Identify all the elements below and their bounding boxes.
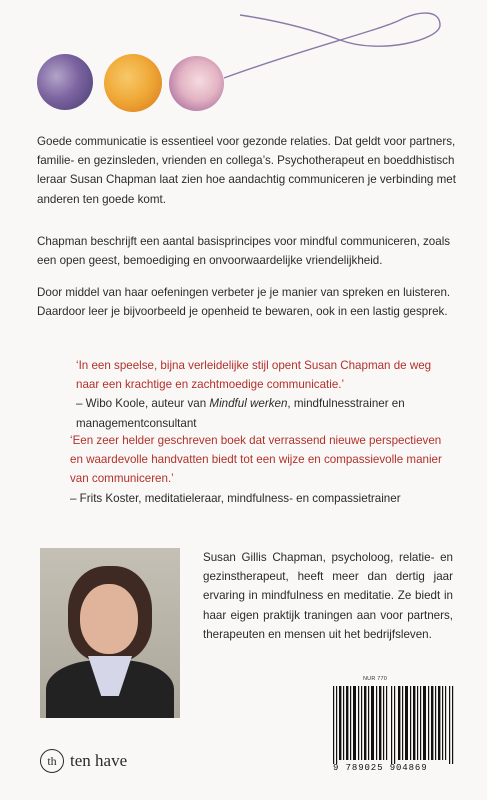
endorsement-quote-1 <box>76 356 446 433</box>
quote-1-attribution-suffix: , mindfulnesstrainer en managementconsultant <box>76 397 405 430</box>
orange-watercolor-circle <box>104 54 162 112</box>
isbn-barcode <box>331 686 455 764</box>
author-bio: Susan Gillis Chapman, psycholoog, relatie- en gezinstherapeut, heeft meer dan dertig jaar ervaring in mindfulness en meditatie. Ze biedt in haar eigen praktijk traningen aan voor partners, therapeuten en mensen uit het bedrijfsleven. <box>203 551 453 641</box>
blurb-paragraph-1: Goede communicatie is essentieel voor gezonde relaties. Dat geldt voor partners, familie- en gezinsleden, vrienden en collega’s. Psychotherapeut en boeddhistisch leraar Susan Chapman laat zien hoe aandachtig communiceren je verbinding met anderen ten goede komt. <box>37 135 456 206</box>
endorsement-quote-2 <box>70 431 450 508</box>
publisher-mark-icon: th <box>40 749 64 773</box>
publisher-logo <box>40 749 127 773</box>
pink-watercolor-circle <box>169 56 224 111</box>
author-photo <box>40 548 180 718</box>
quote-1-text: ‘In een speelse, bijna verleidelijke stijl opent Susan Chapman de weg naar een krachtige en zachtmoedige communicatie.’ <box>76 359 432 392</box>
purple-watercolor-circle <box>37 54 93 110</box>
publisher-name: ten have <box>70 751 128 770</box>
quote-2-attribution: – Frits Koster, meditatieleraar, mindfulness- en compassietrainer <box>70 491 401 505</box>
nur-code: NUR 770 <box>363 676 388 682</box>
blurb-paragraph-2: Chapman beschrijft een aantal basisprincipes voor mindful communiceren, zoals een open geest, bemoediging en onvoorwaardelijke vriendelijkheid. <box>37 235 451 268</box>
quote-1-book-title: Mindful werken <box>209 397 288 411</box>
quote-1-attribution-prefix: – Wibo Koole, auteur van <box>76 397 207 411</box>
isbn-number: 9 789025 904869 <box>333 763 428 773</box>
blurb-paragraph-3: Door middel van haar oefeningen verbeter je je manier van spreken en luisteren. Daardoor leer je bijvoorbeeld je openheid te bewaren, ook in een lastig gesprek. <box>37 286 451 319</box>
quote-2-text: ‘Een zeer helder geschreven boek dat verrassend nieuwe perspectieven en waardevolle handvatten biedt tot een wijze en compassievolle manier van communiceren.’ <box>70 434 442 486</box>
